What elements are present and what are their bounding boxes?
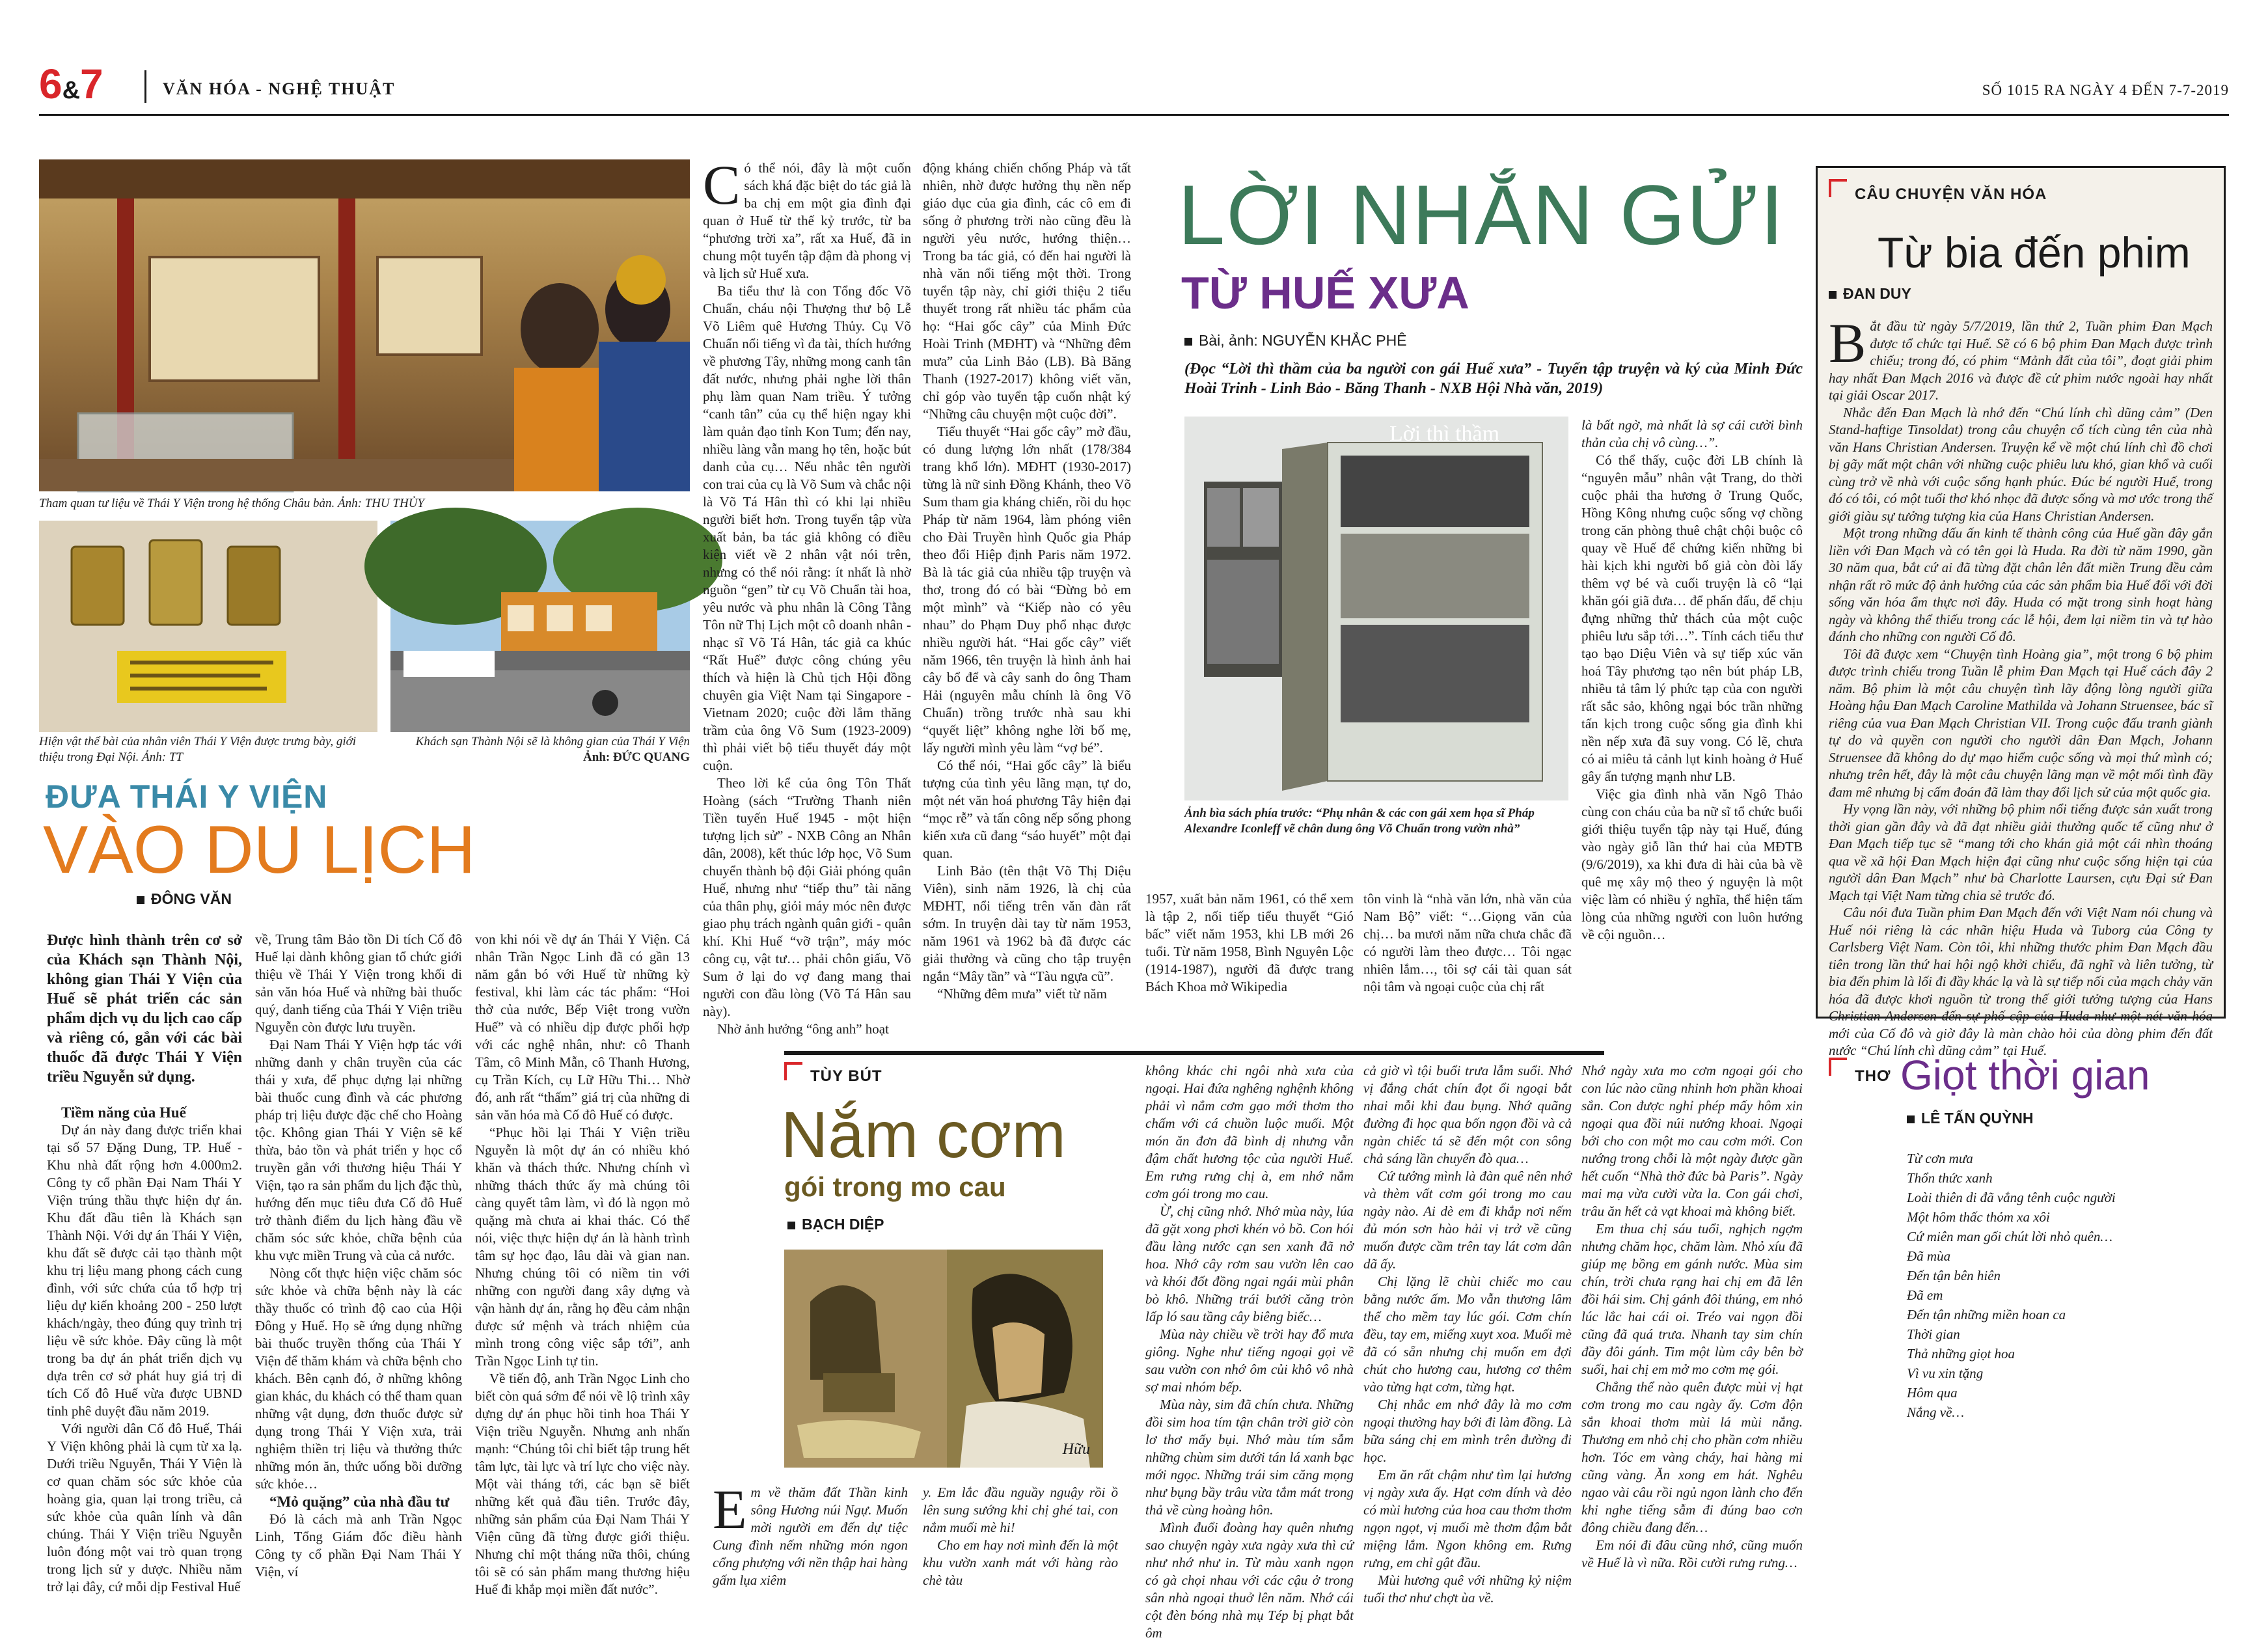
poem-line: Đã em — [1907, 1287, 1943, 1303]
hotel-photo-caption: Khách sạn Thành Nội sẽ là không gian của Thái Y Viện — [415, 735, 690, 748]
essay-c3c: Mùa này chiều về trời hay đổ mưa giông. Nghe như tiếng ngoại gọi về sau vườn con nhớ ôm củi khô vô nhà sợ mai nhóm bếp. — [1145, 1326, 1354, 1395]
poem-line: Thả những giọt hoa — [1907, 1346, 2015, 1361]
middle-article-title-line2: TỪ HUẾ XƯA — [1181, 267, 1469, 318]
essay-c4b: Cứ tưởng mình là đàn quê nên nhớ và thèm vất cơm gói trong mo cau ngày nào. Ai dè em đi khắp nơi nếm đủ món sơn hào hải vị trở về cũng muốn được cầm trên tay lát cơm dân dã ấy. — [1363, 1168, 1572, 1272]
book-illustration — [1184, 417, 1568, 800]
essay-c3a: không khác chi ngôi nhà xưa của ngoại. Hai đứa nghêng nghệnh không phải vì nắm cơm gạo mới thơm tho chấm với cá chuồn luộc muối. Một món ăn đơn đã bình dị nhưng vẫn đậm chất hương tộc của người Huế. Em rưng rưng chị à, em nhớ nắm cơm gói trong mo cau. — [1145, 1063, 1354, 1201]
middle-article-title-line1: LỜI NHẮN GỬI — [1178, 167, 1785, 262]
left-article-title-line1: ĐƯA THÁI Y VIỆN — [46, 778, 328, 815]
museum-photo — [39, 159, 690, 491]
essay-c5c: Chẳng thể nào quên được mùi vị hạt cơm trong mo cau ngày ấy. Cơm độn sắn khoai thơm mùi lá mùi nắng. Thương em nhỏ chị cho phần cơm nhiều hơn. Tóc em vàng cháy, hai hàng mi cũng vàng. Ăn xong em hát. Nghêu ngao vài câu rồi ngủ ngon lành cho đến khi nghe tiếng sẫm đi đúng bao cơn đông chiều đang đến… — [1581, 1379, 1803, 1535]
poem-title: Giọt thời gian — [1900, 1052, 2150, 1099]
right-article-p4: Tôi đã được xem “Chuyện tình Hoàng gia”, một trong 6 bộ phim được trình chiếu trong Tuần lễ phim Đan Mạch tại Huế cách đây 2 năm. Bộ phim là một câu chuyện tình lãy động lòng người giữa Hoàng hậu Đan Mạch Caroline Mathilda và Johann Struensee, bác sĩ riêng của vua Đan Mạch Christian VII. Trong cuộc đấu tranh giành tự do và quyền con người cho người dân Đan Mạch, Johann Struensee đã không do dự mạo hiểm cuộc sống và mọi thứ mình có; nhưng trên hết, đây là một câu chuyện lãng mạn về một mối tình đầy đam mê nhưng bị cấm đoán đã làm thay đổi lịch sử của một quốc gia. — [1829, 646, 2213, 800]
right-article-p5: Hy vọng lần này, với những bộ phim nổi tiếng được sản xuất trong thời gian gần đây và đã đạt nhiều giải thưởng quốc tế cũng như ở Đan Mạch tiếp tục sẽ “mang tới cho khán giả một cái nhìn thoáng qua về xã hội Đan Mạch hiện đại cũng như cuộc sống hiện tại của người dân Đan Mạch” như bà Charlotte Laursen, cựu Đại sứ Đan Mạch tại Việt Nam từng chia sẻ trước đó. — [1829, 801, 2213, 903]
poem-line: Đến tận những miền hoan ca — [1907, 1307, 2066, 1322]
middle-article-c1-p2: Ba tiểu thư là con Tổng đốc Võ Chuẩn, cháu nội Thượng thư bộ Lễ Võ Liêm quê Hương Thủy. Cụ Võ Chuẩn nổi tiếng vì đa tài, thích hướng về phương Tây, những mong canh tân đất nước, nhưng phải nghe lời thân phụ làm quan Nam triều. Ý tưởng “canh tân” của cụ thể hiện ngay khi làm quản đạo tỉnh Kon Tum; đến nay, nhiều làng vẫn mang họ tên, hoặc bút danh của cụ… Nếu nhắc tên người con trai của cụ là Võ Sum và chắc nội là Võ Tá Hân thì có khi lại nhiều người biết hơn. Trong tuyển tập vừa xuất bản, ba tác giả không có điều kiện viết về 2 nhân vật nói trên, nhưng có thể nói rằng: ít nhất là nhờ nguồn “gen” từ cụ Võ Chuẩn tài hoa, yêu nước và phu nhân là Công Tằng Tôn nữ Thị Lịch một cô doanh nhân - nhạc sĩ Võ Tá Hân, tác giả ca khúc “Rất Huế” được công chúng yêu thích và hiện là Chủ tịch Hội đồng chuyên gia Việt Nam tại Singapore - Vietnam 2020; cuộc đời lắm thăng trầm của ông Võ Sum (1923-2009) thì phải viết bộ tiểu thuyết đáy một cuộn. — [703, 283, 911, 773]
poem-line: Một hôm thấc thỏm xa xôi — [1907, 1209, 2050, 1225]
middle-article-c2-p3: Có thể nói, “Hai gốc cây” là biểu tượng của tình yêu lãng mạn, tự do, một nét văn hoá phương Tây hiện đại “mọc rễ” và tấn công nếp sống phong kiến xưa cũ đang “sáo huyết” một đại quan. — [923, 758, 1131, 861]
middle-article-c1-p1: ó thể nói, đây là một cuốn sách khá đặc biệt do tác giả là ba chị em một gia đình đại quan ở Huế từ thế kỷ trước, từ ba “phương trời xa”, rất xa Huế, đã in chung một tuyển tập đậm đà phong vị và lịch sử Huế xưa. — [703, 160, 911, 281]
essay-c4e: Em ăn rất chậm như tìm lại hương vị ngày xưa ấy. Hạt cơm dính và dẻo có mùi hương của hoa cau thơm thơm ngọn ngọt, vị muối mè thơm đậm bắt miệng lắm. Ngon không em. Rưng rưng, em chỉ gật đầu. — [1363, 1467, 1572, 1570]
essay-c1: m về thăm đất Thần kinh sông Hương núi Ngự. Muốn mời người em đến dự tiệc Cung đình nếm những món ngon cổng phượng với nền thập hai hàng gấm lụa xiêm — [713, 1485, 908, 1588]
poem-section-label: THƠ — [1855, 1067, 1891, 1085]
page-number — [39, 60, 103, 108]
middle-article-c3-p1: là bất ngờ, mà nhất là sợ cái cười bình thản của chị vô cùng…”. — [1581, 417, 1803, 450]
right-article-title: Từ bia đến phim — [1878, 228, 2191, 277]
essay-illustration — [784, 1250, 1103, 1468]
essay-column-1 — [713, 1478, 908, 1601]
left-article-c2-p4: Đó là cách mà anh Trần Ngọc Linh, Tổng Giám đốc điều hành Công ty cổ phần Đại Nam Thái Y Viện, ví — [255, 1511, 462, 1580]
essay-c4f: Mùi hương quê với những kỷ niệm tuổi thơ như chợt ùa về. — [1363, 1572, 1572, 1606]
middle-article-c1-p4: Nhờ ảnh hưởng “ông anh” hoạt — [717, 1021, 889, 1037]
right-article-byline: ĐAN DUY — [1829, 285, 1911, 303]
hotel-illustration — [390, 521, 690, 732]
left-article-column-2 — [255, 931, 462, 1601]
essay-frame — [784, 1051, 1604, 1055]
essay-c3d: Mùa này, sim đã chín chưa. Những đồi sim hoa tím tận chân trời giờ còn lơ thơ mấy bụi. Nhớ màu tím sẫm những chùm sim dưới tán lá xanh bạc mới ngọc. Những trái sim căng mọng như bụng bầy trâu vừa tắm mát trong thả về cùng hoàng hôn. — [1145, 1397, 1354, 1518]
essay-c3e: Mình đuổi đoàng hay quên nhưng sao chuyện ngày xưa ngày xưa thì cứ như nhớ như in. Từ màu xanh ngọn có gà chọi nhau với các cậu ở trong sân nhà ngoại thuở lên năm. Nhớ cái cột đèn bóng nhà mụ Tép bị phạt bắt ôm — [1145, 1520, 1354, 1641]
left-article-subhead-2: “Mỏ quặng” của nhà đầu tư — [269, 1494, 450, 1510]
poem-line: Vì vu xin tặng — [1907, 1365, 1984, 1381]
left-article-c3-p2: “Phục hồi lại Thái Y Viện triều Nguyễn là một dự án có nhiều khó khăn và thách thức. Nhưng chính vì những thách thức ấy mà chúng tôi càng quyết tâm làm, vì đó là ngọn mỏ quặng mà chưa ai khai thác. Có thể nói, việc thực hiện dự án là hành trình tâm sự học đạo, lâu dài và gian nan. Nhưng chúng tôi có niềm tin với những con người đang xây dựng và vận hành dự án, rằng họ đều cảm nhận được sứ mệnh và trách nhiệm của mình trong công việc sắp tới”, anh Trần Ngọc Linh tự tin. — [475, 1125, 690, 1369]
left-article-column-1 — [47, 931, 242, 1601]
right-article-section-marker — [1829, 179, 1847, 197]
book-cover-title: Lời thì thầm — [1389, 422, 1500, 446]
essay-drawing — [784, 1250, 1103, 1468]
essay-c4a: cả giờ vì tội buổi trưa lẫm suổi. Nhớ vị đắng chát chín đọt ổi ngoại bắt nhai mỗi khi đau bụng. Nhớ quãng đường đi học qua bốn ngọn đồi và cả ngàn chiếc tá sẽ đến một con sông chả sáng lần chuyến đò qua… — [1363, 1063, 1572, 1166]
essay-c3b: Ừ, chị cũng nhớ. Nhớ mùa này, lúa đã gặt xong phơi khén vỏ bồ. Con hói đầu làng nước cạn sen xanh đã nở hoa. Nhớ cây rơm sau vườn lên cao và khói đốt đồng ngai ngái mùi phân bò khô. Những trái bưởi căng tròn lấp ló sau tầng cây biêng biếc… — [1145, 1203, 1354, 1324]
essay-title-line2: gói trong mo cau — [784, 1171, 1006, 1202]
right-article-body — [1829, 312, 2213, 1058]
right-article-dropcap: B — [1829, 312, 1866, 374]
hotel-photo-credit: Ảnh: ĐỨC QUANG — [583, 750, 690, 764]
poem-line: Thời gian — [1907, 1326, 1960, 1342]
essay-c2: y. Em lắc đầu nguầy nguậy rồi ồ lên sung sướng khi chị ghé tai, con nắm muối mè hi! — [923, 1485, 1118, 1535]
essay-section-marker — [784, 1062, 802, 1080]
essay-c5b: Em thua chị sáu tuổi, nghịch ngợm nhưng chăm học, chăm làm. Nhỏ xíu đã giúp mẹ bồng em gánh nước. Mùa sim chín, trời chưa rạng hai chị em đã lên đồi hái sim. Chị gánh đôi thúng, em nhỏ lúc lắc hai cái oi. Tréo vai ngọn đồi cũng đã quá trưa. Nhanh tay sim chín đầy đôi gánh. Tim một lùm cây bên bờ suối, hai chị em mở mo cơm mẹ gói. — [1581, 1221, 1803, 1377]
essay-byline: BẠCH DIỆP — [787, 1216, 884, 1233]
right-article-p2: Nhắc đến Đan Mạch là nhớ đến “Chú lính chì dũng cảm” (Den Stand-haftige Tinsoldat) trong câu chuyện cổ tích cùng tên của nhà văn Hans Christian Andersen. Truyện kể về một chú lính chì đồ chơi bị gãy mất một chân với những cuộc phiêu lưu khó, gian khổ và cuối cùng trở về nhà với cuộc sống hạnh phúc. Đúc bé người Huế, trong đó có tôi, có một tuổi thơ khó nhọc đã được sống và mơ ước trong thế giới giàu sự tưởng tượng kia của Hans Christian Andersen. — [1829, 404, 2213, 524]
middle-article-column-2 — [923, 159, 1131, 1006]
left-article-column-3 — [475, 931, 690, 1601]
left-article-c1-p1: Dự án này đang được triển khai tại số 57 Đặng Dung, TP. Huế - Khu nhà đất rộng hơn 4.000m2. Công ty cổ phần Đại Nam Thái Y Viện trúng thầu thực hiện dự án. Khu đất đầu tiên là Khách sạn Thành Nội. Với dự án Thái Y Viện, khu đất sẽ được cải tạo thành một khu trị liệu mang phong cách cung đình, với sức chứa của tổ hợp trị liệu dự kiến khoảng 200 - 250 lượt khách/ngày, theo đúng quy trình trị liệu về sức khỏe. Đây cũng là một trong ba dự án phát triển dịch vụ dựa trên cơ sở phát huy giá trị di tích Cố đô Huế vừa được UBND tỉnh phê duyệt đầu năm 2019. — [47, 1122, 242, 1419]
header-rule — [39, 114, 2229, 116]
essay-column-5 — [1581, 1062, 1803, 1602]
poem-body — [1907, 1149, 2206, 1422]
poem-line: Nắng về… — [1907, 1404, 1965, 1420]
poem-line: Cứ miên man gối chút lời nhỏ quên… — [1907, 1229, 2113, 1244]
essay-c4c: Chị lặng lẽ chùi chiếc mo cau bằng nước ấm. Mo vẫn thương lâm thể cho mềm tay lúc gói. Cơm chín đều, tay em, miếng xuyt xoa. Muối mè đã có sẵn nhưng chị muốn em đợi chút cho hương cau, hương cơ thêm vào từng hạt cơm, từng hạt. — [1363, 1274, 1572, 1395]
middle-article-bottom-col-2 — [1363, 890, 1572, 1007]
plaque-photo — [39, 521, 377, 732]
left-article-byline: ĐÔNG VĂN — [137, 890, 232, 908]
book-photo — [1184, 417, 1568, 800]
left-article-c2-p2: Đại Nam Thái Y Viện hợp tác với những danh y chân truyền của các thái y xưa, để phục dựng lại những bài thuốc cung đình và các phương pháp trị liệu được đặc chế cho Hoàng tộc. Không gian Thái Y Viện sẽ kế thừa, bảo tồn và phát triển y học cổ truyền gắn với thương hiệu Thái Y Viện, tạo ra sản phẩm du lịch đặc thù, hướng đến mục tiêu đưa Cố đô Huế trở thành điểm du lịch hàng đầu về chăm sóc sức khỏe, chữa bệnh của khu vực miền Trung và của cả nước. — [255, 1037, 462, 1263]
essay-title-line1: Nắm cơm — [781, 1099, 1066, 1171]
right-article-p6: Câu nói đưa Tuần phim Đan Mạch đến với Việt Nam nói chung và Huế nói riêng là các nhãn hiệu Huda và Tuborg của Công ty Carlsberg Việt Nam. Còn tôi, khi những thước phim Đan Mạch đầu tiên trong lần thứ hai hội ngộ khởi chiếu, đã nghĩ và liên tưởng, từ bia đến phim là lối đi đầy khác lạ và là sự tiếp nối của mạch chảy văn hóa đã được khơi nguồn từ trong thế giới tưởng tượng của Hans Christian Andersen đến sự phố cập của Huda như một nét văn hóa mới của Cố đô và giờ đây là màn chào hỏi của dòng phim đến đất nước “Chú lính chì dũng cảm” tại Huế. — [1829, 905, 2213, 1058]
section-name: VĂN HÓA - NGHỆ THUẬT — [163, 79, 396, 98]
right-article-p3: Một trong những dấu ấn kinh tế thành công của Huế gần đây gắn liền với Đan Mạch và có tên gọi là Huda. Ra đời từ năm 1990, gần 30 năm qua, bắt cứ ai đã từng đặt chân lên đất miền Trung đều cảm nhận rất rõ mức độ ảnh hưởng của các sản phẩm bia Huế đối với đời sống văn hóa ẩm thực nơi đây. Huda có mặt trong sinh hoạt hàng ngày và không thể thiếu trong các lễ hội, đem lại niềm tin và tự hào đánh cho những con người Cố đô. — [1829, 525, 2213, 644]
middle-article-c3-p3: Việc gia đình nhà văn Ngô Thảo cùng con cháu của ba nữ sĩ tổ chức buổi giới thiệu tuyển tập này tại Huế, đúng vào ngày giỗ lần thứ hai của MĐTB (9/6/2019), xa khi đưa di hài của bà về quê mẹ xây mộ theo ý nguyện là một việc làm có nhiều ý nghĩa, thể hiện tấm lòng của những người con luôn hướng về cội nguồn… — [1581, 786, 1803, 942]
essay-column-3 — [1145, 1062, 1354, 1641]
middle-article-byline: Bài, ảnh: NGUYỄN KHẮC PHÊ — [1184, 332, 1407, 349]
middle-article-c2-p2: Tiểu thuyết “Hai gốc cây” mở đầu, có dung lượng lớn nhất (178/384 trang khổ lớn). MĐHT (1930-2017) từng là nữ sinh Đồng Khánh, theo Võ Sum tham gia kháng chiến, rồi du học Pháp từ năm 1964, làm phóng viên cho Đài Truyền hình Quốc gia Pháp theo đổi Hiệp định Paris năm 1972. Bà là tác giả của nhiều tập truyện và thơ, trong đó có bài “Đừng bỏ em một mình” và “Kiếp nào có yêu nhau” do Phạm Duy phổ nhạc được nhiều người hát. “Hai gốc cây” viết năm 1966, tên truyện là hình ảnh hai cây bổ để và cây sanh do ông Tham Hải (nguyên mẫu chính là ông Võ Chuẩn) trồng trước nhà sau khi “quyết liệt” không nghe lời bố mẹ, lấy người mình yêu làm “vợ bé”. — [923, 424, 1131, 756]
middle-article-c2-p1: động kháng chiến chống Pháp và tất nhiên, nhờ được hưởng thụ nền nếp giáo dục của gia đình, các cô em đi sống ở phương trời nào cũng đều là người yêu nước, hướng thiện… Trong ba tác giả, có đến hai người là nhà văn nổi tiếng một thời. Trong tuyển tập này, chỉ giới thiệu 2 tiểu thuyết trong rất nhiều tác phẩm của họ: “Hai gốc cây” của Minh Đức Hoài Trinh (MĐHT) và “Những đêm mưa” của Linh Bảo (LB). Bà Băng Thanh (1927-2017) không viết văn, chỉ góp vào tuyển tập cuốn nhật ký “Những câu chuyện một cuộc đời”. — [923, 160, 1131, 422]
right-article-section-label: CÂU CHUYỆN VĂN HÓA — [1855, 185, 2047, 203]
middle-article-column-3 — [1581, 417, 1803, 1002]
left-article-c1-p2: Với người dân Cố đô Huế, Thái Y Viện không phải là cụm từ xa lạ. Dưới triều Nguyễn, Thái Y Viện là cơ quan chăm sóc sức khỏe của hoàng gia, quan lại trong triều, cả sức khỏe của quân lính và dân chúng. Thái Y Viện triều Nguyễn luôn đóng một vai trò quan trọng trong lịch sử y dược. Nhiều năm trở lại đây, cứ mỗi dịp Festival Huế — [47, 1421, 242, 1594]
hotel-photo — [390, 521, 690, 732]
middle-article-column-1 — [703, 154, 911, 1037]
essay-c1-wrap — [713, 1478, 908, 1589]
museum-illustration — [39, 159, 690, 491]
middle-article-bottom-col-1 — [1145, 890, 1354, 1007]
museum-photo-caption: Tham quan tư liệu về Thái Y Viện trong hệ thống Châu bản. Ảnh: THU THỦY — [39, 497, 424, 510]
poem-line: Loài thiên di đã vắng tênh cuộc người — [1907, 1190, 2116, 1205]
essay-signature: Hữu — [1062, 1441, 1090, 1458]
page-number-amp: & — [62, 77, 81, 104]
middle-article-c1-p3: Theo lời kể của ông Tôn Thất Hoàng (sách “Trường Thanh niên Tiền tuyến Huế 1945 - một hiện tượng lịch sử” - NXB Công an Nhân dân, 2008), kết thúc lớp học, Võ Sum chuyển thành bộ đội Giải phóng quân Huế, nhưng như “tiếp thu” tài năng của thân phụ, giỏi máy móc nên được giao phụ trách ngành quân giới - quân khí. Khi Huế “vỡ trận”, máy móc công cụ, vật tư… phải chôn giấu, Võ Sum ở lại do vợ đang mang thai người con đầu lòng (Võ Tá Hân sau này). — [703, 775, 911, 1019]
essay-c5a: Nhớ ngày xưa mo cơm ngoại gói cho con lúc nào cũng nhinh hơn phần khoai sắn. Con được nghỉ phép mấy hôm xin ngoại qua đồi núi nướng khoai. Ngoại bới cho con một mo cau cơm mới. Con nướng trong chỗi là một ngày được gần hết cuốn “Nhà thờ đức bà Paris”. Ngày mai mạ vừa cười vừa la. Con gái chơi, trâu ăn hết cả vạt khoai mà không biết. — [1581, 1063, 1803, 1219]
poem-line: Đến tận bên hiên — [1907, 1268, 2001, 1283]
essay-c2b: Cho em hay nơi mình đến là một khu vườn xanh mát với hàng rào chè tàu — [923, 1537, 1118, 1588]
left-article-subhead-1: Tiềm năng của Huế — [61, 1104, 186, 1121]
middle-article-subtitle: (Đọc “Lời thì thầm của ba người con gái Huế xưa” - Tuyển tập truyện và ký của Minh Đức Hoài Trinh - Linh Bảo - Băng Thanh - NXB Hội Nhà văn, 2019) — [1184, 361, 1803, 397]
page-number-right: 7 — [80, 61, 103, 107]
left-article-c2-p3: Nòng cốt thực hiện việc chăm sóc sức khỏe và chữa bệnh này là các thầy thuốc có trình độ cao của Hội Đông y Huế. Họ sẽ ứng dụng những bài thuốc truyền thống của Thái Y Viện để thăm khám và chữa bệnh cho khách. Bên cạnh đó, ở những không gian khác, du khách có thể tham quan những vật dụng, đơn thuốc được sử dụng trong Thái Y Viện xưa, trải nghiệm thiền trị liệu và thưởng thức những món ăn, thức uống bồi dưỡng sức khỏe… — [255, 1265, 462, 1492]
middle-article-c3-p2: Có thể thấy, cuộc đời LB chính là “nguyên mẫu” nhân vật Trang, do thời cuộc phải tha hương ở Trung Quốc, Hồng Kông nhưng cuộc sống vợ chồng trong căn phòng thuê chật chội buộc cô quay về Huế để chứng kiến những bi hài kịch khi người bố giả còn đòi lấy thêm vợ bé và cuối truyện là cô “lại khăn gói giã đưa… để phấn đấu, để chịu đựng những thử thách của một cuộc phiêu lưu sắp tới…”. Tính cách tiểu thư tạo bạo Diệu Viên và sự tiếp xúc văn hoá Tây phương tạo nên bút pháp LB, nhiều tả tâm lý phức tạp của con người rất sắc sảo, không ngại bóc trần những tấn kịch trong cuộc sống gia đình khi nền nếp xưa đã suy vong. Có lẽ, chưa có ai miêu tả cảnh lụt kinh hoàng ở Huế gây ấn tượng mạnh như LB. — [1581, 452, 1803, 784]
middle-article-c1-p1-wrap — [703, 154, 911, 282]
header-divider — [144, 70, 146, 103]
middle-article-bottom-c2: tôn vinh là “nhà văn lớn, nhà văn của Nam Bộ” viết: “…Giọng văn của chị… ba mươi năm nữa chưa chắc đã có người làm theo được… Tôi ngạc nhiên lắm…, tôi sợ cái tài quan sát nội tâm và ngoại cuộc của chị rất — [1363, 891, 1572, 994]
poem-line: Thổn thức xanh — [1907, 1170, 1993, 1186]
issue-info: SỐ 1015 RA NGÀY 4 ĐẾN 7-7-2019 — [1982, 82, 2229, 98]
essay-c4d: Chị nhắc em nhớ đây là mo cơm ngoại thường hay bới đi làm đồng. Là bữa sáng chị em mình trên đường đi học. — [1363, 1397, 1572, 1465]
right-article-p1: ắt đầu từ ngày 5/7/2019, lần thứ 2, Tuần phim Đan Mạch được tổ chức tại Huế. Sẽ có 6 bộ phim Đan Mạch được trình chiếu; trong đó, có phim “Mảnh đất của tôi”, đoạt giải phim hay nhất Đan Mạch 2016 và được đề cử phim nước ngoài hay nhất tại giải Oscar 2017. — [1829, 318, 2213, 403]
left-article-title-line2: VÀO DU LỊCH — [43, 812, 476, 888]
poem-section-marker — [1829, 1058, 1847, 1076]
left-article-lead: Được hình thành trên cơ sở của Khách sạn Thành Nội, không gian Thái Y Viện của Huế sẽ phát triển các sản phẩm dịch vụ du lịch cao cấp và riêng có, gắn với các bài thuốc đã được Thái Y Viện triều Nguyễn sử dụng. — [47, 932, 242, 1086]
essay-column-2 — [923, 1484, 1118, 1601]
essay-dropcap: E — [713, 1478, 747, 1540]
plaque-illustration — [39, 521, 377, 732]
poem-byline: LÊ TẤN QUỲNH — [1907, 1110, 2034, 1127]
essay-section-label: TÙY BÚT — [810, 1067, 882, 1085]
poem-line: Đã mùa — [1907, 1248, 1951, 1264]
middle-article-c2-p4: Linh Bảo (tên thật Võ Thị Diệu Viên), sinh năm 1926, là chị của MĐHT, nổi tiếng trên văn đàn rất sớm. In truyện dài tay từ năm 1953, năm 1961 và 1962 bà đã được các giải thưởng và cũng cho tập truyện ngắn “Mây tần” và “Tàu ngựa cũ”. — [923, 863, 1131, 984]
essay-column-4 — [1363, 1062, 1572, 1606]
poem-line: Từ cơn mưa — [1907, 1151, 1973, 1166]
right-article-p1-wrap — [1829, 312, 2213, 404]
left-article-c3-p1: von khi nói về dự án Thái Y Viện. Cá nhân Trần Ngọc Linh đã có gần 13 năm gắn bó với Huế từ những kỳ festival, khi làm các tác phẩm: “Hoi thở của nước, Bếp Việt trong vườn Huế” và có nhiều dịp được phối hợp với các nghệ nhân, như: cô Thanh Tâm, cô Minh Mẫn, cô Thanh Hương, cụ Trần Kích, cụ Lữ Hữu Thi… Nhờ đó, anh rất “thấm” giá trị của những di sản văn hóa mà Cố đô Huế có được. — [475, 931, 690, 1123]
middle-article-dropcap: C — [703, 154, 741, 216]
middle-article-bottom-c1: 1957, xuất bản năm 1961, có thể xem là tập 2, nối tiếp tiểu thuyết “Gió bấc” viết năm 1953, khi LB mới 26 tuổi. Từ năm 1958, Bình Nguyên Lộc (1914-1987), người đã được trang Bách Khoa mở Wikipedia — [1145, 891, 1354, 994]
book-photo-caption: Ảnh bìa sách phía trước: “Phụ nhân & các con gái xem họa sĩ Pháp Alexandre Iconleff vẽ chân dung ông Võ Chuẩn trong vườn nhà” — [1184, 806, 1535, 836]
essay-c5d: Em nói đi đâu cũng nhớ, cũng muốn về Huế là vì nữa. Rồi cười rưng rưng… — [1581, 1537, 1803, 1570]
page-number-left: 6 — [39, 61, 62, 107]
poem-line: Hôm qua — [1907, 1385, 1958, 1401]
middle-article-c2-p5: “Những đêm mưa” viết từ năm — [937, 986, 1107, 1002]
left-article-c2-p1: về, Trung tâm Bảo tồn Di tích Cố đô Huế lại dành không gian tổ chức giới thiệu về Thái Y Viện trong khối di sản văn hóa Huế và những bài thuốc quý, danh tiếng của Thái Y Viện triều Nguyễn còn được lưu truyền. — [255, 931, 462, 1035]
plaque-photo-caption: Hiện vật thể bài của nhân viên Thái Y Viện được trưng bày, giới thiệu trong Đại Nội. Ảnh: TT — [39, 735, 357, 764]
left-article-c3-p3: Về tiến độ, anh Trần Ngọc Linh cho biết còn quá sớm để nói về lộ trình xây dựng dự án phục hồi tinh hoa Thái Y Viện triều Nguyễn. Nhưng anh nhấn mạnh: “Chúng tôi chỉ biết tập trung hết tâm lực, tài lực và trí lực cho việc này. Một vài tháng tới, các bạn sẽ biết những kết quả đầu tiên. Trước đây, những sản phẩm của Đại Nam Thái Y Viện cũng đã từng được giới thiệu. Nhưng chỉ một tháng nữa thôi, chúng tôi sẽ có sản phẩm mang thương hiệu Huế đi khắp mọi miền đất nước”. — [475, 1371, 690, 1597]
